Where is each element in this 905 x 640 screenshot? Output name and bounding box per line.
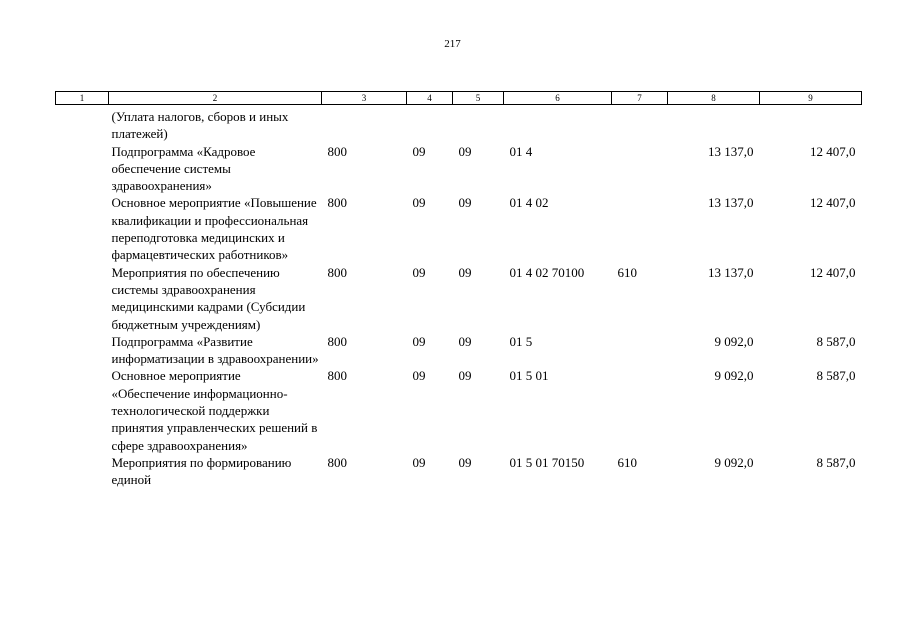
row-number-cell: [56, 367, 109, 453]
expense-type-code: [612, 194, 668, 263]
sum-year-1: 9 092,0: [714, 454, 754, 470]
sum-year-1: 13 137,0: [708, 195, 754, 211]
sum-year-2: [760, 105, 862, 143]
ministry-code: 800: [327, 333, 347, 349]
table-row: [56, 143, 862, 195]
section-code: 09: [412, 195, 426, 211]
section-code: 09: [412, 333, 426, 349]
sum-year-1: 13 137,0: [708, 143, 754, 159]
header-col-1: 1: [56, 92, 109, 105]
sum-year-2: 12 407,0: [810, 264, 856, 280]
section-code: 09: [412, 143, 426, 159]
sum-year-1: [668, 105, 760, 143]
subsection-code: 09: [458, 195, 472, 211]
target-code: 01 5 01 70150: [509, 454, 585, 470]
budget-table: [55, 91, 862, 489]
sum-year-1: 9 092,0: [714, 333, 754, 349]
subsection-code: [453, 105, 504, 143]
header-col-9: 9: [760, 92, 862, 105]
page-number: 217: [444, 38, 461, 50]
row-name: Основное мероприятие «Обеспечение информационно-технологической поддержки принятия управленческих решений в сфере здравоохранения»: [111, 368, 318, 453]
subsection-code: 09: [458, 264, 472, 280]
table-row: [56, 333, 862, 368]
row-number-cell: [56, 333, 109, 368]
target-code: [504, 105, 612, 143]
section-code: 09: [412, 264, 426, 280]
target-code: 01 5: [509, 333, 533, 349]
section-code: 09: [412, 454, 426, 470]
sum-year-2: 8 587,0: [816, 368, 856, 384]
header-col-3: 3: [322, 92, 407, 105]
subsection-code: 09: [458, 368, 472, 384]
ministry-code: 800: [327, 454, 347, 470]
target-code: 01 4 02 70100: [509, 264, 585, 280]
header-col-6: 6: [504, 92, 612, 105]
header-col-4: 4: [407, 92, 453, 105]
table-row: [56, 454, 862, 489]
table-row: [56, 194, 862, 263]
row-name: Подпрограмма «Кадровое обеспечение системы здравоохранения»: [111, 143, 256, 194]
expense-type-code: 610: [617, 264, 637, 280]
row-name: Мероприятия по обеспечению системы здравоохранения медицинскими кадрами (Субсидии бюджетным учреждениям): [111, 264, 306, 332]
ministry-code: 800: [327, 368, 347, 384]
expense-type-code: [612, 333, 668, 368]
row-number-cell: [56, 105, 109, 143]
sum-year-1: 9 092,0: [714, 368, 754, 384]
section-code: [407, 105, 453, 143]
target-code: 01 4 02: [509, 195, 549, 211]
header-col-5: 5: [453, 92, 504, 105]
target-code: 01 5 01: [509, 368, 549, 384]
expense-type-code: [612, 143, 668, 195]
expense-type-code: [612, 367, 668, 453]
table-row: [56, 367, 862, 453]
table-row: [56, 264, 862, 333]
subsection-code: 09: [458, 333, 472, 349]
table-body: [56, 105, 862, 489]
expense-type-code: 610: [617, 454, 637, 470]
header-col-7: 7: [612, 92, 668, 105]
subsection-code: 09: [458, 143, 472, 159]
ministry-code: 800: [327, 143, 347, 159]
row-name: Подпрограмма «Развитие информатизации в здравоохранении»: [111, 333, 319, 367]
sum-year-2: 12 407,0: [810, 195, 856, 211]
row-number-cell: [56, 264, 109, 333]
ministry-code: 800: [327, 195, 347, 211]
row-number-cell: [56, 194, 109, 263]
header-row: [56, 92, 862, 105]
table-row: [56, 105, 862, 143]
table-header: [56, 92, 862, 105]
row-number-cell: [56, 143, 109, 195]
header-col-2: 2: [109, 92, 322, 105]
header-col-8: 8: [668, 92, 760, 105]
subsection-code: 09: [458, 454, 472, 470]
row-number-cell: [56, 454, 109, 489]
target-code: 01 4: [509, 143, 533, 159]
ministry-code: [322, 105, 407, 143]
section-code: 09: [412, 368, 426, 384]
sum-year-2: 8 587,0: [816, 454, 856, 470]
row-name: Основное мероприятие «Повышение квалификации и профессиональная переподготовка медицинских и фармацевтических работников»: [111, 195, 317, 263]
sum-year-2: 12 407,0: [810, 143, 856, 159]
sum-year-2: 8 587,0: [816, 333, 856, 349]
row-name: (Уплата налогов, сборов и иных платежей): [111, 109, 289, 142]
sum-year-1: 13 137,0: [708, 264, 754, 280]
ministry-code: 800: [327, 264, 347, 280]
expense-type-code: [612, 105, 668, 143]
row-name: Мероприятия по формированию единой: [111, 454, 292, 488]
